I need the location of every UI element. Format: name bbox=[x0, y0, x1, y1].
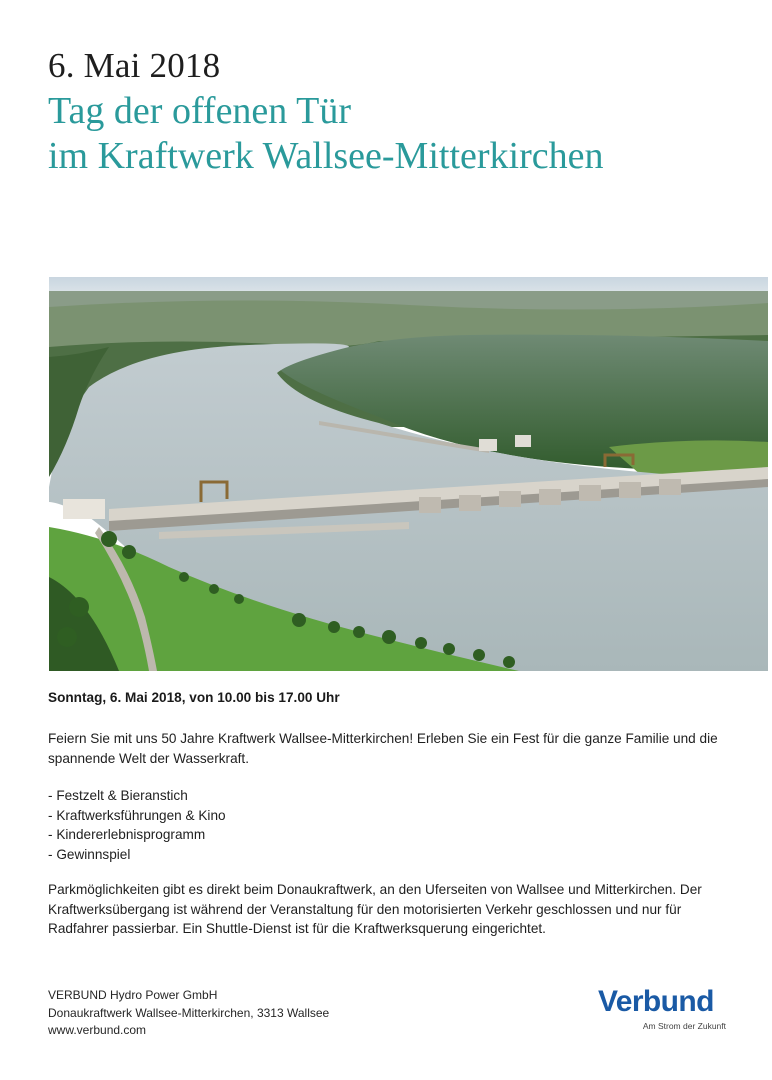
event-title-line-1: Tag der offenen Tür bbox=[48, 90, 351, 132]
intro-paragraph: Feiern Sie mit uns 50 Jahre Kraftwerk Wallsee-Mitterkirchen! Erleben Sie ein Fest für die ganze Familie und die spannende Welt der Wasserkraft. bbox=[48, 731, 718, 766]
logo-wordmark: Verbund bbox=[598, 985, 714, 1018]
event-date: 6. Mai 2018 bbox=[48, 46, 221, 85]
parking-paragraph: Parkmöglichkeiten gibt es direkt beim Donaukraftwerk, an den Uferseiten von Wallsee und Mitterkirchen. Der Kraftwerksübergang ist während der Veranstaltung für den motorisierten Verkehr geschlossen und nur für Radfahrer passierbar. Ein Shuttle-Dienst ist für die Kraftwerksquerung eingerichtet. bbox=[48, 882, 702, 936]
footer-website-link[interactable]: www.verbund.com bbox=[48, 1023, 147, 1037]
power-plant-aerial-photo bbox=[49, 277, 768, 671]
event-title-line-2: im Kraftwerk Wallsee-Mitterkirchen bbox=[48, 135, 604, 177]
list-item: - Kindererlebnisprogramm bbox=[48, 825, 226, 845]
logo-tagline: Am Strom der Zukunft bbox=[642, 1021, 726, 1031]
footer-company: VERBUND Hydro Power GmbH bbox=[48, 988, 218, 1002]
list-item: - Festzelt & Bieranstich bbox=[48, 786, 226, 806]
feature-list bbox=[48, 786, 226, 864]
list-item: - Gewinnspiel bbox=[48, 845, 226, 865]
event-time-subtitle: Sonntag, 6. Mai 2018, von 10.00 bis 17.00 Uhr bbox=[48, 690, 340, 705]
footer-address: Donaukraftwerk Wallsee-Mitterkirchen, 3313 Wallsee bbox=[48, 1005, 330, 1020]
footer-address-block bbox=[48, 987, 329, 1040]
verbund-logo bbox=[598, 985, 728, 1031]
list-item: - Kraftwerksführungen & Kino bbox=[48, 806, 226, 826]
